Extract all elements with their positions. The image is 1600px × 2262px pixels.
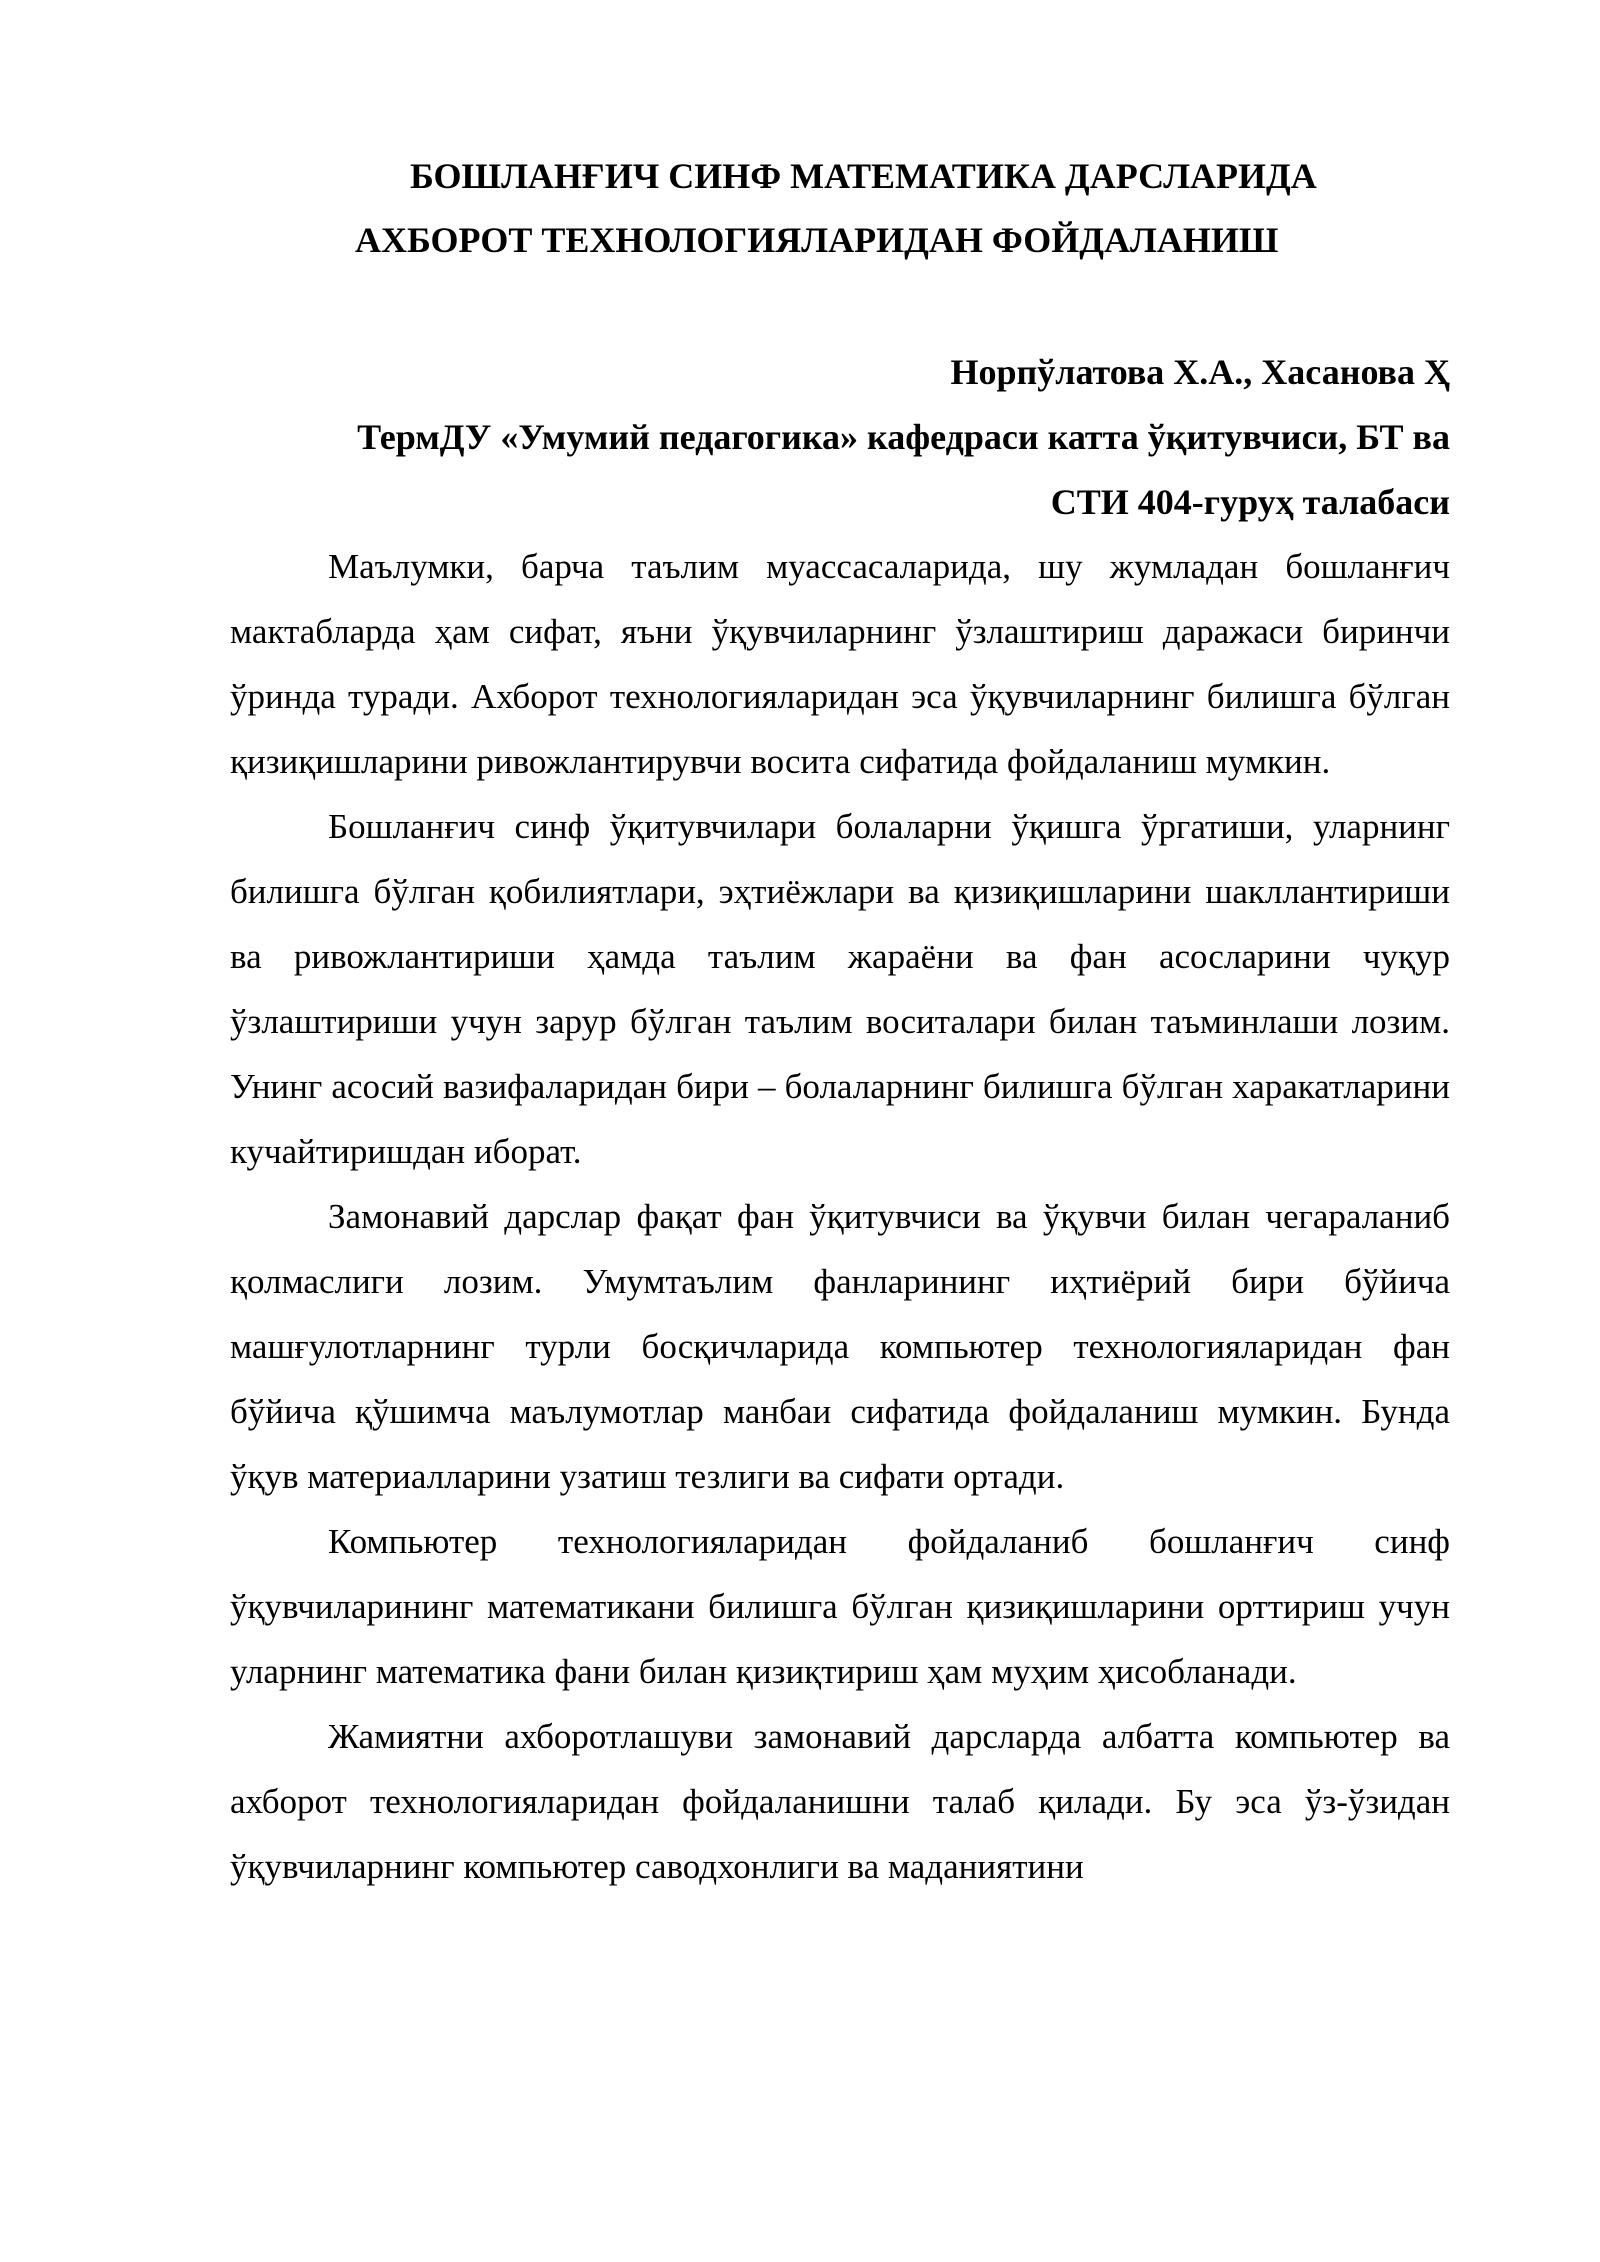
body-paragraph: Маълумки, барча таълим муассасаларида, шу жумладан бошланғич мактабларда ҳам сифат, яъни ўқувчиларнинг ўзлаштириш даражаси биринчи ўринда туради. Ахборот технологияларидан эса ўқувчиларнинг билишга бўлган қизиқишларини ривожлантирувчи восита сифатида фойдаланиш мумкин. bbox=[230, 547, 1450, 781]
document-title-line-2: АХБОРОТ ТЕХНОЛОГИЯЛАРИДАН ФОЙДАЛАНИШ bbox=[355, 220, 1279, 260]
document-body bbox=[230, 534, 1450, 1899]
authors: Норпўлатова Х.А., Хасанова Ҳ bbox=[950, 352, 1450, 392]
body-paragraph: Бошланғич синф ўқитувчилари болаларни ўқишга ўргатиши, уларнинг билишга бўлган қобилиятлари, эҳтиёжлари ва қизиқишларини шакллантириши ва ривожлантириши ҳамда таълим жараёни ва фан асосларини чуқур ўзлаштириши учун зарур бўлган таълим воситалари билан таъминлаши лозим. Унинг асосий вазифаларидан бири – болаларнинг билишга бўлган харакатларини кучайтиришдан иборат. bbox=[230, 807, 1450, 1171]
affiliation-line-1: ТермДУ «Умумий педагогика» кафедраси катта ўқитувчиси, БТ ва bbox=[357, 417, 1450, 457]
body-paragraph: Компьютер технологияларидан фойдаланиб бошланғич синф ўқувчиларининг математикани билишга бўлган қизиқишларини орттириш учун уларнинг математика фани билан қизиқтириш ҳам муҳим ҳисобланади. bbox=[230, 1522, 1450, 1691]
body-paragraph: Жамиятни ахборотлашуви замонавий дарсларда албатта компьютер ва ахборот технологияларидан фойдаланишни талаб қилади. Бу эса ўз-ўзидан ўқувчиларнинг компьютер саводхонлиги ва маданиятини bbox=[230, 1717, 1450, 1886]
body-paragraph: Замонавий дарслар фақат фан ўқитувчиси ва ўқувчи билан чегараланиб қолмаслиги лозим. Умумтаълим фанларининг иҳтиёрий бири бўйича машғулотларнинг турли босқичларида компьютер технологияларидан фан бўйича қўшимча маълумотлар манбаи сифатида фойдаланиш мумкин. Бунда ўқув материалларини узатиш тезлиги ва сифати ортади. bbox=[230, 1197, 1450, 1496]
document-title-line-1: БОШЛАНҒИЧ СИНФ МАТЕМАТИКА ДАРСЛАРИДА bbox=[410, 156, 1317, 196]
affiliation-line-2: СТИ 404-гуруҳ талабаси bbox=[1050, 482, 1450, 522]
